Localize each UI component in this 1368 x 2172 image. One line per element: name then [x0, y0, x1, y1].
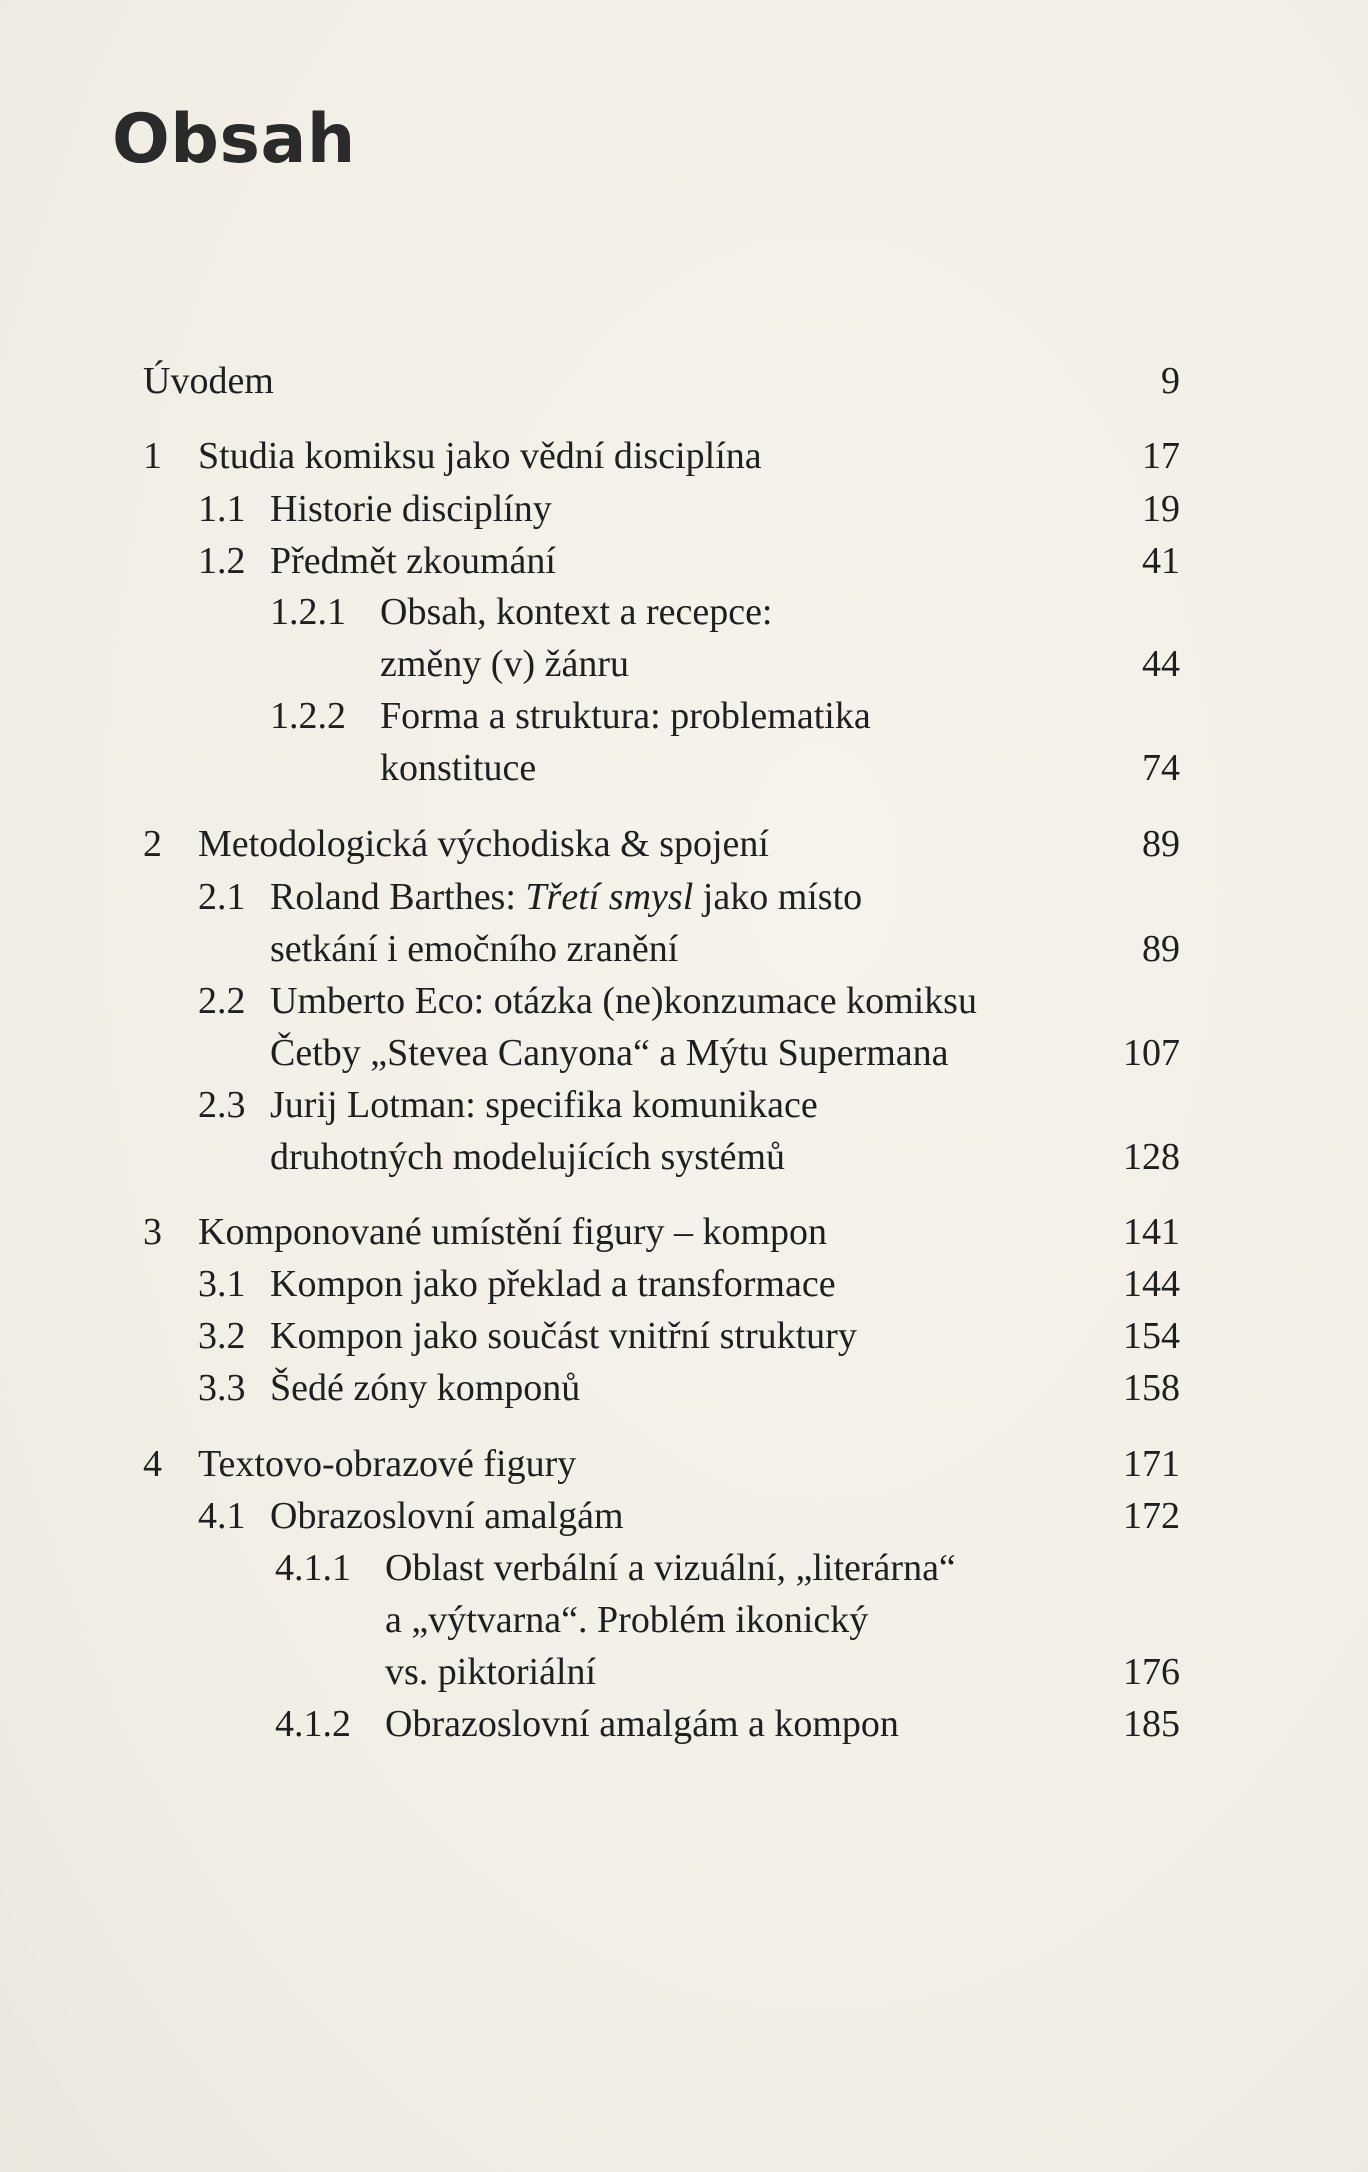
- section-number: 2.2: [198, 980, 246, 1022]
- chapter-number: 2: [143, 823, 162, 865]
- toc-page-number: 128: [1123, 1136, 1180, 1178]
- section-number: 2.1: [198, 876, 246, 918]
- subsection-title-line-2: změny (v) žánru: [380, 643, 629, 685]
- section-title-line-1: Jurij Lotman: specifika komunikace: [270, 1084, 818, 1126]
- toc-page-number: 17: [1142, 435, 1180, 477]
- section-title: Předmět zkoumání: [270, 540, 556, 582]
- chapter-number: 1: [143, 435, 162, 477]
- subsection-number: 1.2.2: [270, 695, 346, 737]
- subsection-title-line-2: a „výtvarna“. Problém ikonický: [385, 1599, 869, 1641]
- subsection-title-line-1: Forma a struktura: problematika: [380, 695, 871, 737]
- section-title: Obrazoslovní amalgám: [270, 1495, 624, 1537]
- subsection-title-line-1: Oblast verbální a vizuální, „literárna“: [385, 1547, 956, 1589]
- chapter-number: 3: [143, 1211, 162, 1253]
- section-title: Kompon jako součást vnitřní struktury: [270, 1315, 857, 1357]
- chapter-number: 4: [143, 1443, 162, 1485]
- subsection-title-line-3: vs. piktoriální: [385, 1651, 597, 1693]
- subsection-number: 1.2.1: [270, 591, 346, 633]
- toc-page-number: 89: [1142, 823, 1180, 865]
- section-number: 3.1: [198, 1263, 246, 1305]
- chapter-title: Studia komiksu jako vědní disciplína: [198, 435, 762, 477]
- section-number: 3.2: [198, 1315, 246, 1357]
- section-title: Šedé zóny komponů: [270, 1367, 581, 1409]
- chapter-title: Textovo-obrazové figury: [198, 1443, 577, 1485]
- toc-page-number: 172: [1123, 1495, 1180, 1537]
- toc-page-number: 144: [1123, 1263, 1180, 1305]
- toc-page-number: 171: [1123, 1443, 1180, 1485]
- section-title-line-2: setkání i emočního zranění: [270, 928, 679, 970]
- subsection-number: 4.1.1: [275, 1547, 351, 1589]
- book-title-italic: Třetí smysl: [525, 876, 694, 918]
- page-title: Obsah: [112, 100, 356, 179]
- section-number: 3.3: [198, 1367, 246, 1409]
- section-title-line-1: Roland Barthes: Třetí smysl jako místo: [270, 876, 863, 918]
- toc-page-number: 89: [1142, 928, 1180, 970]
- toc-entry-intro[interactable]: [143, 355, 274, 407]
- toc-entry-label: Úvodem: [143, 360, 274, 402]
- chapter-title: Komponované umístění figury – kompon: [198, 1211, 828, 1253]
- section-title-line-2: Četby „Stevea Canyona“ a Mýtu Supermana: [270, 1032, 949, 1074]
- subsection-title: Obrazoslovní amalgám a kompon: [385, 1703, 899, 1745]
- toc-page-number: 44: [1142, 643, 1180, 685]
- section-title: Kompon jako překlad a transformace: [270, 1263, 836, 1305]
- toc-page-number: 158: [1123, 1367, 1180, 1409]
- toc-page-number: 19: [1142, 488, 1180, 530]
- toc-page-number: 185: [1123, 1703, 1180, 1745]
- toc-page-number: 9: [1161, 360, 1180, 402]
- subsection-title-line-1: Obsah, kontext a recepce:: [380, 591, 773, 633]
- section-number: 4.1: [198, 1495, 246, 1537]
- subsection-title-line-2: konstituce: [380, 747, 537, 789]
- subsection-number: 4.1.2: [275, 1703, 351, 1745]
- toc-page-number: 154: [1123, 1315, 1180, 1357]
- section-number: 1.1: [198, 488, 246, 530]
- toc-page-number: 74: [1142, 747, 1180, 789]
- toc-page-number: 107: [1123, 1032, 1180, 1074]
- toc-page-number: 141: [1123, 1211, 1180, 1253]
- toc-page-number: 176: [1123, 1651, 1180, 1693]
- section-number: 2.3: [198, 1084, 246, 1126]
- section-title: Historie disciplíny: [270, 488, 552, 530]
- chapter-title: Metodologická východiska & spojení: [198, 823, 769, 865]
- section-title-line-2: druhotných modelujících systémů: [270, 1136, 786, 1178]
- section-number: 1.2: [198, 540, 246, 582]
- section-title-line-1: Umberto Eco: otázka (ne)konzumace komiksu: [270, 980, 977, 1022]
- toc-page-number: 41: [1142, 540, 1180, 582]
